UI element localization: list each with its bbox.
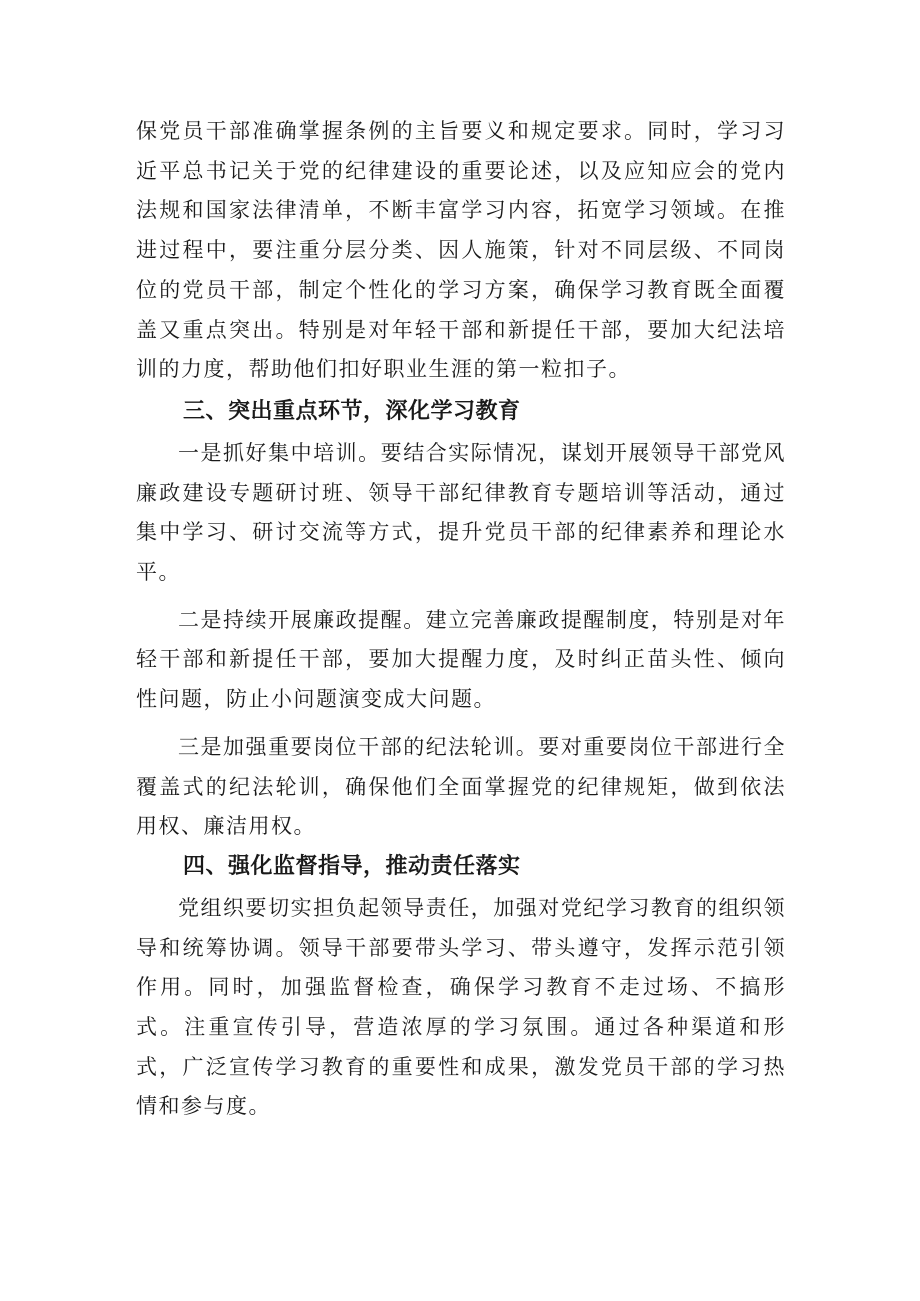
section-4-paragraph-1: 党组织要切实担负起领导责任，加强对党纪学习教育的组织领导和统筹协调。领导干部要带头学习、带头遵守，发挥示范引领作用。同时，加强监督检查，确保学习教育不走过场、不搞形式。注重宣传引导，营造浓厚的学习氛围。通过各种渠道和形式，广泛宣传学习教育的重要性和成果，激发党员干部的学习热情和参与度。: [136, 895, 786, 1119]
section-3-paragraph-1: 一是抓好集中培训。要结合实际情况，谋划开展领导干部党风廉政建设专题研讨班、领导干部纪律教育专题培训等活动，通过集中学习、研讨交流等方式，提升党员干部的纪律素养和理论水平。: [136, 440, 786, 585]
section-3-paragraph-2: 二是持续开展廉政提醒。建立完善廉政提醒制度，特别是对年轻干部和新提任干部，要加大提醒力度，及时纠正苗头性、倾向性问题，防止小问题演变成大问题。: [136, 607, 786, 712]
intro-paragraph: 保党员干部准确掌握条例的主旨要义和规定要求。同时，学习习近平总书记关于党的纪律建设的重要论述，以及应知应会的党内法规和国家法律清单，不断丰富学习内容，拓宽学习领域。在推进过程中，要注重分层分类、因人施策，针对不同层级、不同岗位的党员干部，制定个性化的学习方案，确保学习教育既全面覆盖又重点突出。特别是对年轻干部和新提任干部，要加大纪法培训的力度，帮助他们扣好职业生涯的第一粒扣子。: [136, 119, 786, 382]
section-3-paragraph-3: 三是加强重要岗位干部的纪法轮训。要对重要岗位干部进行全覆盖式的纪法轮训，确保他们全面掌握党的纪律规矩，做到依法用权、廉洁用权。: [136, 734, 786, 839]
document-page: [136, 112, 786, 1127]
section-4-heading: 四、强化监督指导，推动责任落实: [183, 853, 521, 879]
section-3-heading: 三、突出重点环节，深化学习教育: [183, 398, 521, 424]
